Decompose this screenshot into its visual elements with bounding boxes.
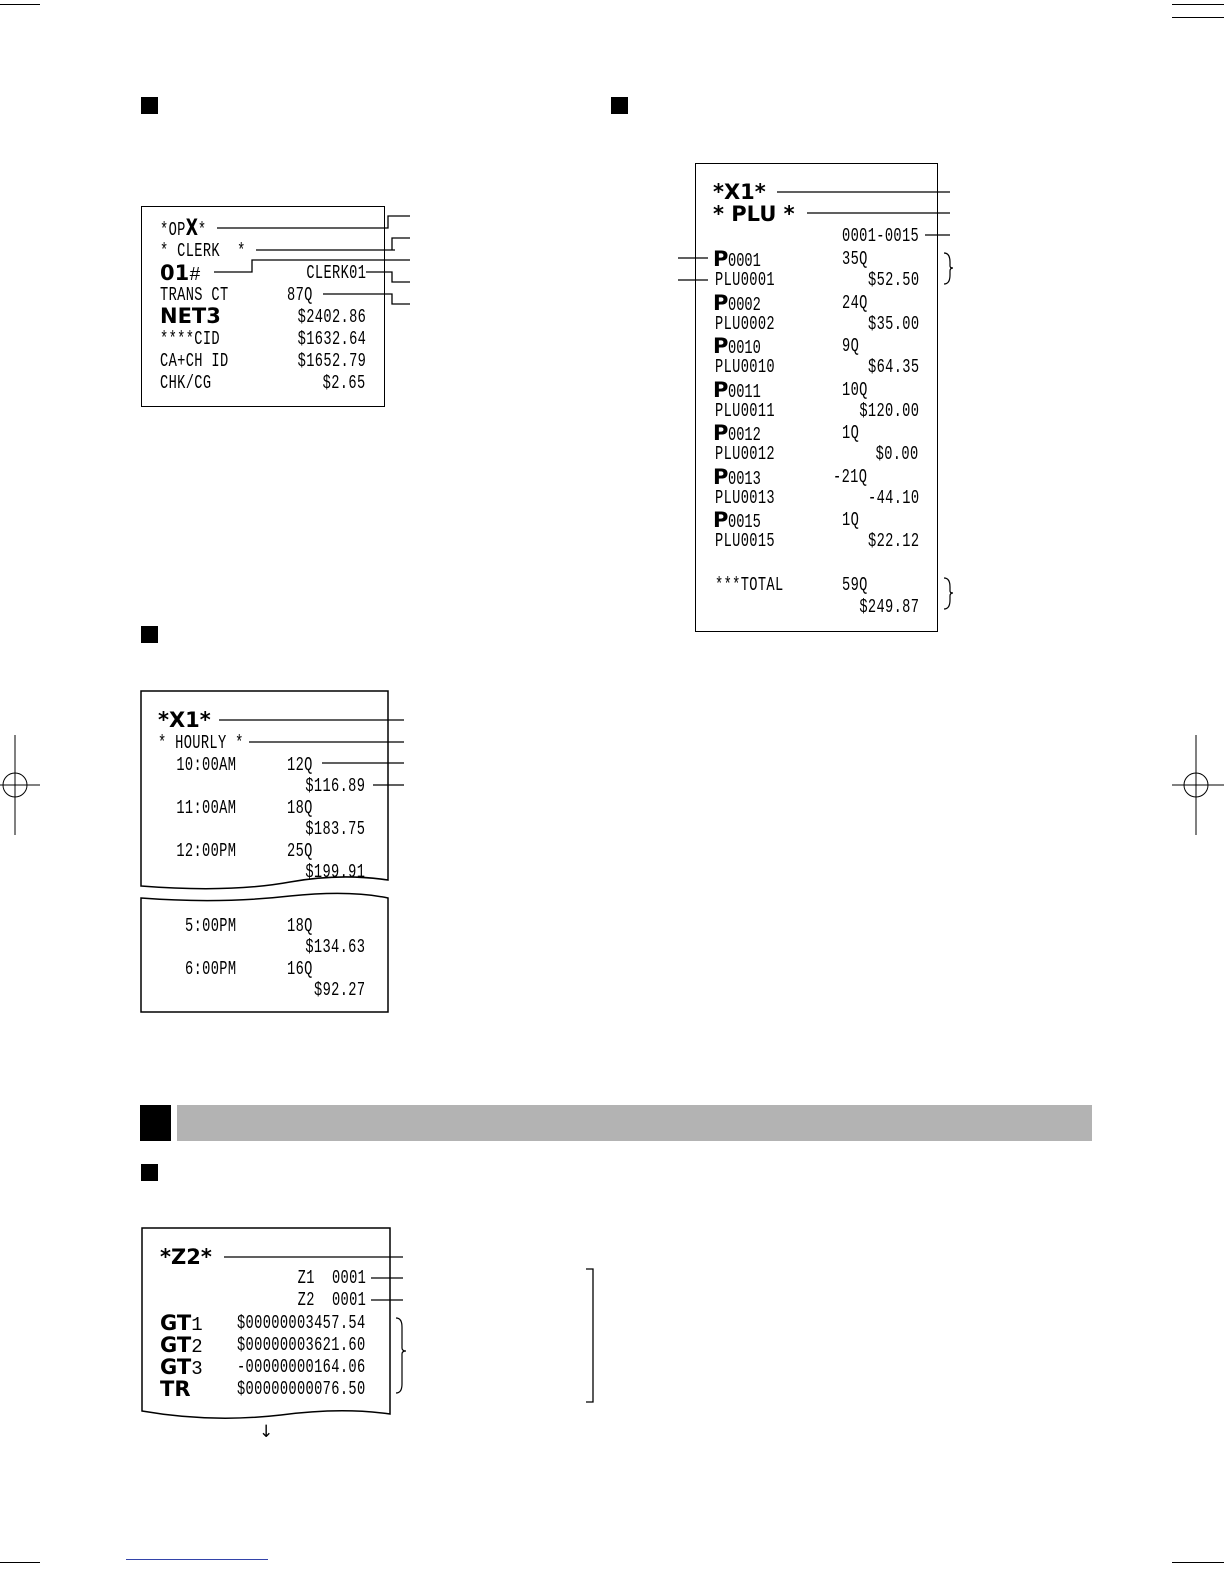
plu-item-qty: 35Q xyxy=(842,248,868,270)
z2-total-label-number: 2 xyxy=(191,1336,203,1358)
hourly-time: 10:00AM xyxy=(176,754,236,776)
plu-item-code-prefix: P xyxy=(713,247,729,271)
plu-range: 0001-0015 xyxy=(841,225,919,247)
plu-item-code-number: 0002 xyxy=(728,293,762,316)
clerk-cid-label: ****CID xyxy=(160,328,220,350)
z2-total-label-text: TR xyxy=(160,1377,191,1401)
hourly-amount: $183.75 xyxy=(305,818,365,840)
plu-item-amount: $22.12 xyxy=(867,530,919,552)
clerk-trans-ct-label: TRANS CT xyxy=(160,284,229,306)
plu-item-amount: $52.50 xyxy=(867,269,919,291)
hourly-time: 5:00PM xyxy=(184,915,236,937)
plu-item-qty: 9Q xyxy=(842,335,860,357)
plu-header-2: * PLU * xyxy=(713,202,795,226)
z2-leader-lines xyxy=(0,0,620,1420)
plu-header-1: *X1* xyxy=(713,180,766,204)
clerk-number: 01# xyxy=(160,261,201,286)
hourly-amount: $199.91 xyxy=(305,861,365,883)
registration-mark-right xyxy=(1172,735,1224,835)
plu-item-code-prefix: P xyxy=(713,508,729,532)
hourly-qty: 25Q xyxy=(287,840,313,862)
clerk-name: CLERK01 xyxy=(306,262,366,284)
plu-item-amount: $35.00 xyxy=(867,312,919,335)
z2-header: *Z2* xyxy=(160,1245,212,1269)
clerk-line-2: * CLERK * xyxy=(160,240,246,262)
hourly-time: 12:00PM xyxy=(176,840,236,862)
plu-item-qty: 10Q xyxy=(842,378,868,401)
clerk-cach-label: CA+CH ID xyxy=(160,350,229,372)
plu-item-qty: 1Q xyxy=(842,422,860,444)
plu-item-code-number: 0012 xyxy=(728,424,762,446)
plu-item-code-prefix: P xyxy=(713,290,729,315)
plu-item-name: PLU0002 xyxy=(715,312,775,335)
plu-item-amount: -44.10 xyxy=(867,486,919,509)
plu-item-code-number: 0001 xyxy=(728,250,762,272)
hourly-qty: 18Q xyxy=(287,915,313,937)
plu-item-code-number: 0011 xyxy=(728,380,762,403)
z2-total-value: $00000000076.50 xyxy=(237,1378,366,1400)
z2-total-label-text: GT xyxy=(160,1333,192,1357)
z2-total-label-number: 1 xyxy=(191,1314,203,1336)
clerk-chk-label: CHK/CG xyxy=(160,372,212,394)
z2-z1-counter: Z1 0001 xyxy=(297,1267,366,1289)
plu-total-qty: 59Q xyxy=(842,574,868,596)
plu-item-name: PLU0011 xyxy=(715,399,775,422)
plu-item-qty: 1Q xyxy=(842,509,860,531)
clerk-net3-value: $2402.86 xyxy=(297,306,366,328)
plu-item-code-number: 0013 xyxy=(728,467,762,490)
crop-mark xyxy=(1172,4,1224,5)
plu-item-qty: 24Q xyxy=(842,291,868,314)
plu-item-code-prefix: P xyxy=(713,334,729,358)
hourly-amount: $92.27 xyxy=(313,979,365,1001)
z2-total-value: -00000000164.06 xyxy=(237,1356,366,1378)
z2-total-label-text: GT xyxy=(160,1355,192,1379)
z2-total-value: $00000003621.60 xyxy=(237,1334,366,1356)
z2-total-value: $00000003457.54 xyxy=(237,1312,366,1334)
clerk-trans-ct-value: 87Q xyxy=(287,284,313,306)
hourly-qty: 16Q xyxy=(287,958,313,980)
plu-item-code-number: 0015 xyxy=(728,511,762,533)
plu-total-label: ***TOTAL xyxy=(715,574,784,596)
plu-item-name: PLU0001 xyxy=(715,269,775,291)
crop-mark xyxy=(0,1562,40,1563)
hourly-time: 11:00AM xyxy=(176,797,236,819)
hourly-amount: $134.63 xyxy=(305,936,365,958)
plu-item-code-prefix: P xyxy=(713,464,729,489)
plu-item-amount: $0.00 xyxy=(876,443,919,465)
hourly-header-2: * HOURLY * xyxy=(158,732,244,754)
plu-item-amount: $64.35 xyxy=(867,356,919,378)
clerk-net3-label: NET3 xyxy=(160,304,221,328)
hourly-time: 6:00PM xyxy=(184,958,236,980)
crop-mark-blue xyxy=(126,1559,268,1560)
clerk-line-1: *OPX* xyxy=(160,216,207,241)
plu-item-name: PLU0010 xyxy=(715,356,775,378)
hourly-header-1: *X1* xyxy=(158,708,211,732)
z2-z2-counter: Z2 0001 xyxy=(297,1289,366,1311)
down-arrow-icon: ↓ xyxy=(259,1422,274,1442)
plu-total-amount: $249.87 xyxy=(859,596,919,618)
clerk-cach-value: $1652.79 xyxy=(297,350,366,372)
clerk-chk-value: $2.65 xyxy=(323,372,366,394)
crop-mark xyxy=(1172,1562,1224,1563)
plu-item-name: PLU0013 xyxy=(715,486,775,509)
z2-total-label-text: GT xyxy=(160,1311,192,1335)
plu-item-code-prefix: P xyxy=(713,421,729,445)
plu-item-name: PLU0012 xyxy=(715,443,775,465)
crop-mark xyxy=(1172,17,1224,18)
hourly-amount: $116.89 xyxy=(305,775,365,797)
plu-item-amount: $120.00 xyxy=(859,399,919,422)
hourly-qty: 18Q xyxy=(287,797,313,819)
plu-item-code-number: 0010 xyxy=(728,337,762,359)
plu-item-name: PLU0015 xyxy=(715,530,775,552)
plu-item-code-prefix: P xyxy=(713,377,729,402)
hourly-qty: 12Q xyxy=(287,754,313,776)
z2-total-label-number: 3 xyxy=(191,1358,203,1380)
plu-item-qty: -21Q xyxy=(833,465,868,488)
clerk-cid-value: $1632.64 xyxy=(297,328,366,350)
